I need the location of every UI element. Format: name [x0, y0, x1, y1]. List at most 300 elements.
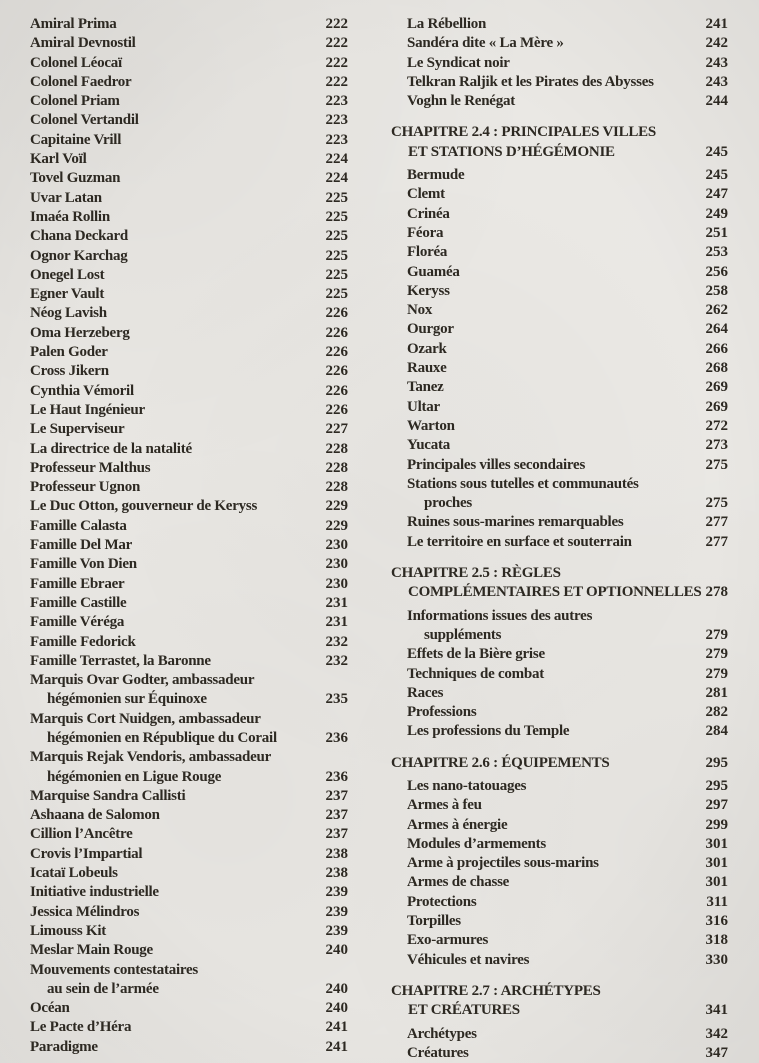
toc-line: Famille Del Mar	[30, 537, 133, 554]
toc-line: hégémonien en Ligue Rouge	[47, 768, 222, 785]
toc-chapter-title	[391, 754, 698, 773]
toc-entry-page: 235	[325, 691, 348, 708]
toc-entry-title	[30, 594, 318, 613]
toc-entry-page: 236	[325, 768, 348, 785]
toc-entry-title	[407, 777, 698, 796]
toc-line: hégémonien en République du Corail	[47, 729, 277, 746]
toc-entry-title	[30, 131, 318, 150]
toc-line: Colonel Vertandil	[30, 112, 139, 129]
toc-entry-page: 258	[705, 282, 728, 299]
toc-entry-page: 316	[705, 913, 728, 930]
toc-entry-page: 227	[325, 421, 348, 438]
toc-entry-page: 262	[705, 302, 728, 319]
toc-entry	[30, 497, 348, 516]
toc-entry-title	[407, 282, 698, 301]
toc-entry-title	[30, 459, 318, 478]
toc-line: Exo-armures	[407, 932, 489, 949]
toc-entry	[407, 243, 728, 262]
toc-entry-title	[30, 111, 318, 130]
toc-entry-title	[30, 652, 318, 671]
toc-entry-title	[30, 671, 318, 710]
toc-line: Ozark	[407, 340, 447, 357]
toc-chapter-heading	[391, 564, 728, 603]
toc-entry	[30, 903, 348, 922]
toc-entry	[30, 806, 348, 825]
toc-entry-title	[30, 304, 318, 323]
toc-entry	[407, 703, 728, 722]
toc-entry-title	[407, 54, 698, 73]
toc-entry-title	[407, 816, 698, 835]
toc-line: Amiral Prima	[30, 16, 117, 32]
toc-entry	[30, 169, 348, 188]
toc-line: Capitaine Vrill	[30, 131, 122, 148]
toc-entry-page: 237	[325, 807, 348, 824]
toc-entry-list	[391, 166, 728, 552]
toc-entry-page: 245	[705, 167, 728, 184]
toc-line: Famille Castille	[30, 594, 127, 611]
toc-line: Yucata	[407, 437, 450, 454]
toc-entry	[407, 513, 728, 532]
toc-entry-page: 330	[705, 951, 728, 968]
toc-entry	[30, 613, 348, 632]
toc-entry-title	[30, 825, 318, 844]
toc-entry-page: 240	[325, 942, 348, 959]
toc-section	[30, 15, 348, 1057]
toc-entry-page: 266	[705, 340, 728, 357]
toc-chapter-title	[391, 564, 702, 603]
toc-entry-title	[30, 517, 318, 536]
toc-line: Meslar Main Rouge	[30, 942, 153, 959]
toc-entry-title	[407, 1025, 698, 1044]
toc-section	[391, 982, 728, 1063]
toc-entry	[407, 320, 728, 339]
toc-entry-title	[30, 227, 318, 246]
toc-entry-page: 272	[705, 417, 728, 434]
toc-entry-page: 256	[705, 263, 728, 280]
toc-entry-title	[30, 922, 318, 941]
toc-entry	[407, 205, 728, 224]
toc-entry-page: 277	[705, 514, 728, 531]
toc-line: Armes à feu	[407, 797, 482, 814]
toc-line: Imaéa Rollin	[30, 208, 110, 225]
toc-entry	[407, 185, 728, 204]
toc-entry-page: 228	[325, 479, 348, 496]
toc-entry	[407, 398, 728, 417]
toc-line: Oma Herzeberg	[30, 324, 130, 341]
toc-entry-title	[407, 951, 698, 970]
toc-entry-title	[407, 607, 698, 646]
toc-entry	[407, 951, 728, 970]
toc-line: Le Haut Ingénieur	[30, 401, 145, 418]
toc-line: CHAPITRE 2.6 : ÉQUIPEMENTS	[391, 754, 610, 771]
toc-entry	[30, 517, 348, 536]
toc-chapter-heading	[391, 754, 728, 773]
toc-line: Ognor Karchag	[30, 247, 128, 264]
toc-entry-page: 279	[705, 665, 728, 682]
toc-entry-page: 222	[325, 73, 348, 90]
toc-chapter-title	[391, 982, 698, 1021]
toc-entry-title	[407, 34, 698, 53]
toc-entry	[30, 536, 348, 555]
toc-entry-page: 223	[325, 93, 348, 110]
toc-entry-title	[30, 247, 318, 266]
toc-entry-page: 269	[705, 398, 728, 415]
toc-entry-title	[407, 436, 698, 455]
toc-line: ET STATIONS D’HÉGÉMONIE	[408, 143, 615, 160]
toc-section	[391, 564, 728, 742]
toc-entry	[407, 15, 728, 34]
toc-entry-title	[30, 1018, 318, 1037]
toc-entry-page: 301	[705, 874, 728, 891]
toc-entry-page: 230	[325, 556, 348, 573]
toc-entry-title	[30, 903, 318, 922]
toc-entry-title	[407, 205, 698, 224]
toc-entry-title	[407, 835, 698, 854]
toc-entry	[30, 285, 348, 304]
toc-entry	[407, 665, 728, 684]
toc-entry	[407, 873, 728, 892]
toc-entry-page: 284	[705, 723, 728, 740]
toc-entry-page: 226	[325, 344, 348, 361]
toc-entry-page: 229	[325, 517, 348, 534]
toc-entry-page: 281	[705, 684, 728, 701]
toc-entry	[30, 748, 348, 787]
toc-entry-page: 273	[705, 437, 728, 454]
toc-entry	[407, 417, 728, 436]
toc-entry-title	[407, 92, 698, 111]
toc-entry-page: 282	[705, 704, 728, 721]
toc-chapter-title	[391, 123, 698, 162]
toc-line: Crovis l’Impartial	[30, 845, 143, 862]
toc-entry-page: 223	[325, 131, 348, 148]
toc-entry	[407, 340, 728, 359]
toc-entry-page: 226	[325, 324, 348, 341]
toc-entry	[30, 883, 348, 902]
toc-line: Tanez	[407, 379, 444, 396]
toc-entry	[407, 893, 728, 912]
toc-entry	[407, 816, 728, 835]
toc-section	[391, 123, 728, 552]
toc-line: Protections	[407, 893, 477, 910]
toc-entry-page: 224	[325, 151, 348, 168]
toc-entry-page: 299	[705, 816, 728, 833]
toc-line: Famille Terrastet, la Baronne	[30, 652, 211, 669]
toc-entry	[407, 359, 728, 378]
toc-line: ET CRÉATURES	[408, 1002, 520, 1019]
toc-entry-page: 236	[325, 729, 348, 746]
toc-entry-page: 226	[325, 305, 348, 322]
toc-entry-page: 232	[325, 633, 348, 650]
toc-line: Famille Calasta	[30, 517, 127, 534]
toc-entry-title	[407, 645, 698, 664]
toc-entry-title	[30, 633, 318, 652]
toc-entry-page: 231	[325, 594, 348, 611]
toc-line: Néog Lavish	[30, 305, 107, 322]
toc-entry-page: 228	[325, 440, 348, 457]
toc-entry-page: 243	[705, 73, 728, 90]
toc-section	[391, 754, 728, 970]
toc-entry	[407, 301, 728, 320]
toc-chapter-page: 295	[705, 754, 728, 771]
toc-line: Famille Fedorick	[30, 633, 136, 650]
toc-line: Famille Ebraer	[30, 575, 125, 592]
toc-entry-title	[30, 555, 318, 574]
toc-line: Stations sous tutelles et communautés	[407, 475, 639, 492]
toc-entry	[407, 475, 728, 514]
toc-line: Les professions du Temple	[407, 723, 570, 740]
toc-entry-title	[30, 845, 318, 864]
toc-entry-title	[30, 324, 318, 343]
toc-line: Onegel Lost	[30, 266, 105, 283]
toc-line: Tovel Guzman	[30, 170, 121, 187]
toc-entry	[407, 73, 728, 92]
toc-entry-title	[30, 710, 318, 749]
toc-entry	[30, 324, 348, 343]
toc-entry	[30, 34, 348, 53]
toc-entry-title	[407, 533, 698, 552]
toc-entry-page: 297	[705, 797, 728, 814]
toc-line: Techniques de combat	[407, 665, 544, 682]
toc-chapter-page: 278	[705, 584, 728, 601]
toc-line: Amiral Devnostil	[30, 35, 136, 52]
toc-entry	[407, 645, 728, 664]
toc-line: Ruines sous-marines remarquables	[407, 514, 624, 531]
toc-entry	[407, 456, 728, 475]
toc-entry	[407, 34, 728, 53]
toc-entry	[30, 594, 348, 613]
toc-entry-page: 226	[325, 363, 348, 380]
toc-entry	[30, 304, 348, 323]
toc-entry-title	[407, 931, 698, 950]
toc-entry-title	[30, 748, 318, 787]
toc-chapter-page: 245	[705, 143, 728, 160]
toc-entry-title	[407, 893, 698, 912]
toc-entry-title	[407, 185, 698, 204]
toc-entry-title	[407, 684, 698, 703]
toc-line: hégémonien sur Équinoxe	[47, 691, 207, 708]
toc-line: Sandéra dite « La Mère »	[407, 35, 564, 52]
toc-line: Cillion l’Ancêtre	[30, 826, 133, 843]
toc-entry-page: 275	[705, 495, 728, 512]
toc-line: La directrice de la natalité	[30, 440, 192, 457]
toc-chapter-heading	[391, 123, 728, 162]
toc-entry-page: 224	[325, 170, 348, 187]
toc-line: Mouvements contestataires	[30, 961, 199, 978]
toc-entry	[30, 845, 348, 864]
toc-entry-title	[407, 665, 698, 684]
toc-line: Karl Voïl	[30, 151, 87, 168]
toc-line: Créatures	[407, 1044, 469, 1061]
toc-entry	[30, 575, 348, 594]
toc-entry-title	[30, 208, 318, 227]
toc-line: Chana Deckard	[30, 228, 129, 245]
toc-entry	[407, 378, 728, 397]
toc-entry	[30, 787, 348, 806]
toc-line: La Rébellion	[407, 16, 487, 32]
toc-entry-page: 237	[325, 787, 348, 804]
toc-entry-title	[30, 92, 318, 111]
toc-entry-title	[407, 340, 698, 359]
toc-entry-title	[30, 189, 318, 208]
toc-entry	[407, 224, 728, 243]
toc-entry-list	[391, 607, 728, 742]
toc-line: Keryss	[407, 282, 450, 299]
toc-line: Cynthia Vémoril	[30, 382, 134, 399]
toc-entry-title	[407, 873, 698, 892]
toc-entry	[407, 835, 728, 854]
toc-entry-page: 275	[705, 456, 728, 473]
toc-entry-page: 251	[705, 224, 728, 241]
toc-entry-page: 253	[705, 244, 728, 261]
toc-entry-page: 230	[325, 575, 348, 592]
toc-entry-page: 240	[325, 980, 348, 997]
toc-entry	[30, 92, 348, 111]
toc-line: Les nano-tatouages	[407, 777, 527, 794]
toc-line: Colonel Faedror	[30, 73, 132, 90]
toc-entry-title	[407, 912, 698, 931]
toc-entry-title	[407, 398, 698, 417]
toc-entry	[407, 166, 728, 185]
toc-line: Famille Von Dien	[30, 556, 137, 573]
toc-entry-title	[407, 1044, 698, 1063]
toc-chapter-page: 341	[705, 1002, 728, 1019]
toc-entry-page: 347	[705, 1044, 728, 1061]
toc-entry	[30, 1018, 348, 1037]
toc-entry-page: 222	[325, 16, 348, 32]
toc-entry-page: 225	[325, 189, 348, 206]
toc-line: Marquis Cort Nuidgen, ambassadeur	[30, 710, 261, 727]
toc-entry-page: 241	[705, 16, 728, 32]
toc-entry	[407, 722, 728, 741]
toc-entry	[407, 533, 728, 552]
toc-line: Floréa	[407, 244, 448, 261]
toc-entry-title	[30, 382, 318, 401]
toc-entry-page: 225	[325, 208, 348, 225]
toc-entry-page: 226	[325, 401, 348, 418]
toc-line: Océan	[30, 1000, 70, 1017]
toc-entry-page: 264	[705, 321, 728, 338]
toc-line: Colonel Léocaï	[30, 54, 122, 71]
toc-entry-title	[407, 320, 698, 339]
toc-entry	[30, 633, 348, 652]
toc-entry-page: 225	[325, 247, 348, 264]
toc-entry-page: 244	[705, 93, 728, 110]
toc-entry-title	[30, 150, 318, 169]
toc-entry-page: 268	[705, 360, 728, 377]
toc-line: Principales villes secondaires	[407, 456, 586, 473]
toc-entry-list	[30, 15, 348, 1057]
toc-line: Guaméa	[407, 263, 460, 280]
toc-entry-title	[30, 497, 318, 516]
toc-entry	[30, 671, 348, 710]
toc-entry-title	[30, 1038, 318, 1057]
toc-entry-title	[407, 378, 698, 397]
toc-entry-page: 269	[705, 379, 728, 396]
toc-entry-title	[407, 722, 698, 741]
toc-entry-page: 318	[705, 932, 728, 949]
toc-entry	[30, 131, 348, 150]
toc-entry	[30, 15, 348, 34]
toc-line: Egner Vault	[30, 286, 105, 303]
toc-entry-title	[30, 787, 318, 806]
toc-line: Races	[407, 684, 444, 701]
toc-entry-title	[30, 440, 318, 459]
toc-entry-list	[391, 1025, 728, 1063]
toc-entry	[407, 796, 728, 815]
toc-entry-page: 225	[325, 266, 348, 283]
toc-entry	[407, 777, 728, 796]
toc-section	[391, 15, 728, 111]
toc-entry-title	[30, 883, 318, 902]
toc-line: Ultar	[407, 398, 440, 415]
toc-entry	[30, 382, 348, 401]
toc-entry	[30, 710, 348, 749]
toc-line: Professeur Malthus	[30, 459, 151, 476]
toc-entry-page: 238	[325, 865, 348, 882]
toc-entry	[30, 73, 348, 92]
toc-entry-page: 311	[706, 893, 728, 910]
toc-line: Colonel Priam	[30, 93, 120, 110]
toc-entry-title	[30, 343, 318, 362]
toc-entry-page: 237	[325, 826, 348, 843]
toc-entry-title	[30, 54, 318, 73]
toc-entry	[30, 478, 348, 497]
toc-column-right	[391, 15, 728, 1063]
toc-line: COMPLÉMENTAIRES ET OPTIONNELLES	[408, 584, 702, 601]
toc-entry	[30, 825, 348, 844]
toc-entry-page: 225	[325, 228, 348, 245]
toc-entry-page: 228	[325, 459, 348, 476]
toc-entry-title	[407, 796, 698, 815]
toc-entry-title	[407, 263, 698, 282]
toc-line: Palen Goder	[30, 344, 108, 361]
toc-line: suppléments	[424, 626, 502, 643]
toc-entry-title	[30, 73, 318, 92]
toc-entry	[407, 282, 728, 301]
toc-line: Le Syndicat noir	[407, 54, 510, 71]
toc-entry-page: 230	[325, 537, 348, 554]
toc-entry	[407, 931, 728, 950]
toc-entry	[407, 607, 728, 646]
toc-entry-title	[407, 301, 698, 320]
toc-entry-title	[30, 420, 318, 439]
toc-line: Initiative industrielle	[30, 884, 159, 901]
toc-entry	[30, 440, 348, 459]
toc-line: Marquise Sandra Callisti	[30, 787, 186, 804]
toc-entry	[30, 54, 348, 73]
toc-entry-page: 241	[325, 1038, 348, 1055]
toc-entry	[30, 459, 348, 478]
toc-entry-page: 238	[325, 845, 348, 862]
toc-entry	[30, 922, 348, 941]
toc-entry-title	[407, 359, 698, 378]
toc-line: Féora	[407, 224, 444, 241]
toc-entry	[407, 54, 728, 73]
toc-line: Icataï Lobeuls	[30, 865, 118, 882]
toc-entry	[30, 343, 348, 362]
toc-entry	[30, 555, 348, 574]
toc-entry-list	[391, 777, 728, 970]
toc-entry-title	[30, 864, 318, 883]
toc-line: Ourgor	[407, 321, 454, 338]
toc-entry	[30, 961, 348, 1000]
toc-line: Voghn le Renégat	[407, 93, 515, 110]
toc-entry	[407, 854, 728, 873]
toc-entry-page: 279	[705, 626, 728, 643]
toc-entry-title	[30, 941, 318, 960]
toc-entry-page: 241	[325, 1019, 348, 1036]
toc-entry-title	[30, 15, 318, 34]
